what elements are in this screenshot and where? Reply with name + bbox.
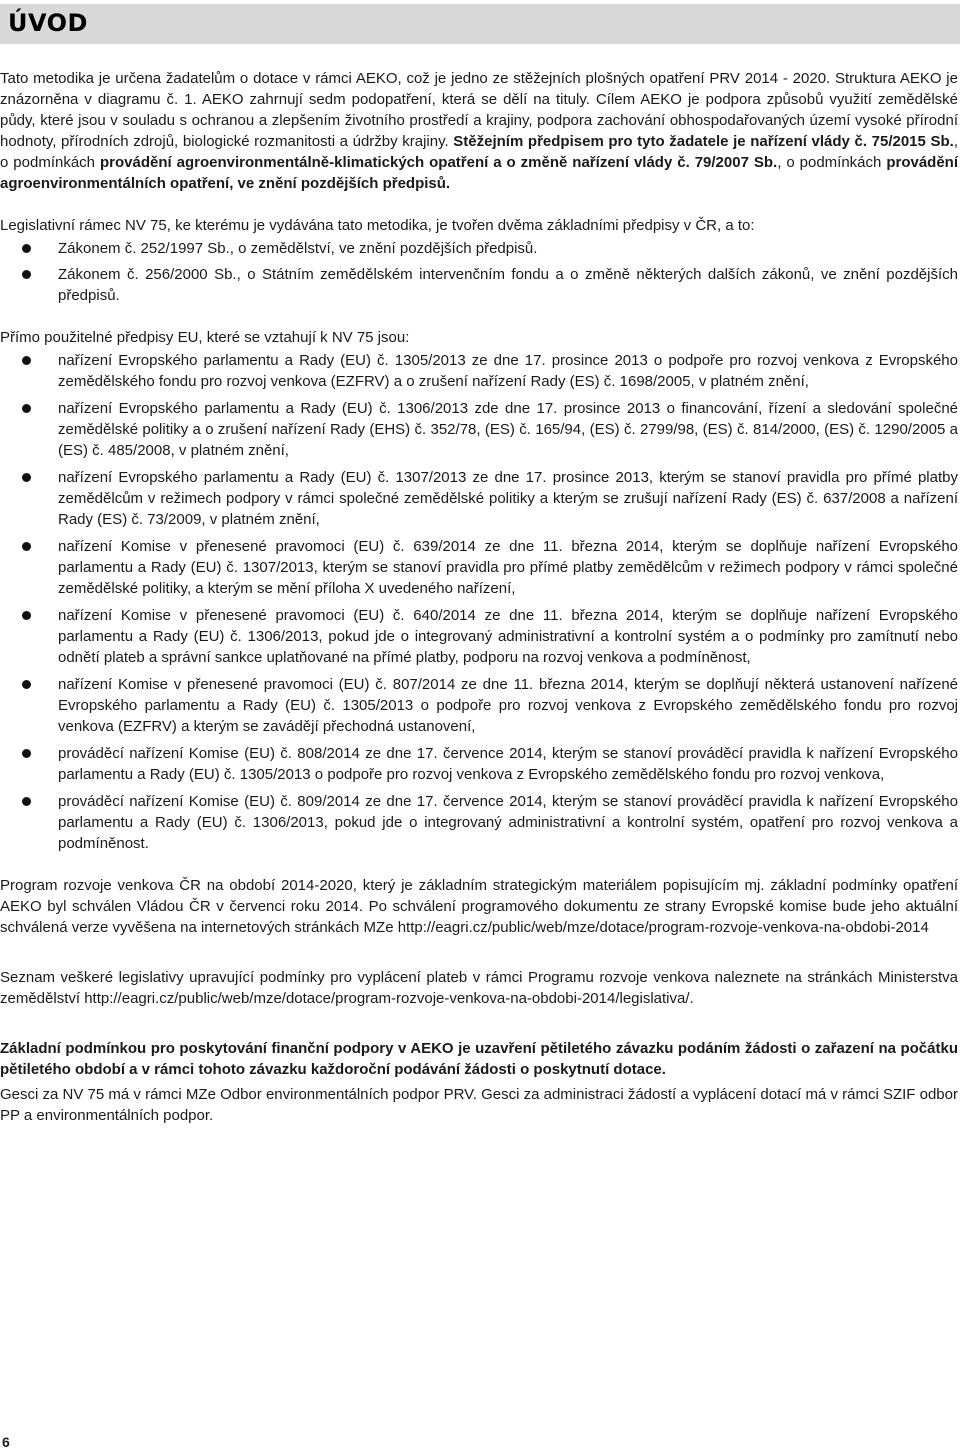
intro-paragraph (0, 68, 958, 194)
bullet-icon (22, 749, 31, 758)
list-item-text: prováděcí nařízení Komise (EU) č. 809/2014 ze dne 17. července 2014, kterým se stanoví prováděcí pravidla k nařízení Evropského parlamentu a Rady (EU) č. 1306/2013, pokud jde o integrovaný administrativní a kontrolní systém, opatření pro rozvoj venkova a podmíněnost. (58, 793, 958, 852)
list-item-text: Zákonem č. 252/1997 Sb., o zemědělství, ve znění pozdějších předpisů. (58, 240, 538, 257)
list-item (0, 350, 958, 392)
bullet-icon (22, 404, 31, 413)
bullet-icon (22, 797, 31, 806)
list-item (0, 605, 958, 668)
eu-intro: Přímo použitelné předpisy EU, které se vztahují k NV 75 jsou: (0, 329, 410, 346)
legislation-list-paragraph: Seznam veškeré legislativy upravující podmínky pro vyplácení plateb v rámci Programu rozvoje venkova naleznete na stránkách Ministerstva zemědělství http://eagri.cz/public/web/mze/dotace/program-rozvoje-venkova-na-obdobi-2014/legislativa/. (0, 969, 958, 1007)
intro-bold-1: Stěžejním předpisem pro tyto žadatele je nařízení vlády č. 75/2015 Sb. (453, 133, 954, 150)
legislative-list (0, 238, 958, 306)
intro-text-1: Tato metodika je určena žadatelům o dotace v rámci AEKO, což je jedno ze stěžejních plošných opatření PRV 2014 - 2020. Struktura AEKO je znázorněna v diagramu č. 1. AEKO zahrnují sedm podopatření, která se dělí na tituly. Cílem AEKO je podpora způsobů využití zemědělské půdy, které jsou v souladu s ochranou a zlepšením životního prostředí a krajiny, podpora zachování obhospodařovaných území vysoké přírodní hodnoty, přírodních zdrojů, biologické rozmanitosti a údržby krajiny. (0, 70, 958, 150)
list-item (0, 398, 958, 461)
list-item (0, 264, 958, 306)
basic-condition-paragraph: Základní podmínkou pro poskytování finanční podpory v AEKO je uzavření pětiletého závazku podáním žádosti o zařazení na počátku pětiletého období a v rámci tohoto závazku každoroční podávání žádosti o poskytnutí dotace. (0, 1040, 958, 1078)
list-item (0, 238, 958, 259)
section-header-bar (0, 4, 960, 44)
list-item-text: nařízení Komise v přenesené pravomoci (EU) č. 640/2014 ze dne 11. března 2014, kterým se doplňuje nařízení Evropského parlamentu a Rady (EU) č. 1306/2013, pokud jde o integrovaný administrativní a kontrolní systém a o podmínky pro zamítnutí nebo odnětí plateb a správní sankce uplatňované na přímé platby, podporu na rozvoj venkova a podmíněnost, (58, 607, 958, 666)
list-item-text: nařízení Komise v přenesené pravomoci (EU) č. 639/2014 ze dne 11. března 2014, kterým se doplňuje nařízení Evropského parlamentu a Rady (EU) č. 1307/2013, kterým se stanoví pravidla pro přímé platby zemědělcům v režimech podpory v rámci společné zemědělské politiky, a kterým se mění příloha X uvedeného nařízení, (58, 538, 958, 597)
intro-bold-3: provádění agroenvironmentálních opatření, ve znění pozdějších předpisů. (0, 154, 958, 192)
bullet-icon (22, 611, 31, 620)
list-item-text: nařízení Evropského parlamentu a Rady (EU) č. 1305/2013 ze dne 17. prosince 2013 o podpoře pro rozvoj venkova z Evropského zemědělského fondu pro rozvoj venkova (EZFRV) a o zrušení nařízení Rady (ES) č. 1698/2005, v platném znění, (58, 352, 958, 390)
list-item-text: nařízení Evropského parlamentu a Rady (EU) č. 1307/2013 ze dne 17. prosince 2013, kterým se stanoví pravidla pro přímé platby zemědělcům v režimech podpory v rámci společné zemědělské politiky a kterým se zrušují nařízení Rady (ES) č. 637/2008 a nařízení Rady (ES) č. 73/2009, v platném znění, (58, 469, 958, 528)
list-item (0, 467, 958, 530)
list-item (0, 743, 958, 785)
page-number: 6 (2, 1434, 10, 1450)
responsibility-paragraph: Gesci za NV 75 má v rámci MZe Odbor environmentálních podpor PRV. Gesci za administraci žádostí a vyplácení dotací má v rámci SZIF odbor PP a environmentálních podpor. (0, 1086, 958, 1124)
eu-regulation-list (0, 350, 958, 854)
list-item (0, 536, 958, 599)
list-item-text: Zákonem č. 256/2000 Sb., o Státním zemědělském intervenčním fondu a o změně některých dalších zákonů, ve znění pozdějších předpisů. (58, 266, 958, 304)
bullet-icon (22, 270, 31, 279)
bullet-icon (22, 680, 31, 689)
intro-text-3: , o podmínkách (777, 154, 887, 171)
program-paragraph: Program rozvoje venkova ČR na období 2014-2020, který je základním strategickým materiálem popisujícím mj. základní podmínky opatření AEKO byl schválen Vládou ČR v červenci roku 2014. Po schválení programového dokumentu ze strany Evropské komise bude jeho aktuální schválená verze vyvěšena na internetových stránkách MZe http://eagri.cz/public/web/mze/dotace/program-rozvoje-venkova-na-obdobi-2014 (0, 877, 958, 936)
bullet-icon (22, 473, 31, 482)
bullet-icon (22, 542, 31, 551)
list-item-text: prováděcí nařízení Komise (EU) č. 808/2014 ze dne 17. července 2014, kterým se stanoví prováděcí pravidla k nařízení Evropského parlamentu a Rady (EU) č. 1305/2013 o podpoře pro rozvoj venkova z Evropského zemědělského fondu pro rozvoj venkova, (58, 745, 958, 783)
list-item-text: nařízení Evropského parlamentu a Rady (EU) č. 1306/2013 zde dne 17. prosince 2013 o financování, řízení a sledování společné zemědělské politiky a o zrušení nařízení Rady (EHS) č. 352/78, (ES) č. 165/94, (ES) č. 2799/98, (ES) č. 814/2000, (ES) č. 1290/2005 a (ES) č. 485/2008, v platném znění, (58, 400, 958, 459)
list-item-text: nařízení Komise v přenesené pravomoci (EU) č. 807/2014 ze dne 11. března 2014, kterým se doplňují některá ustanovení nařízené Evropského parlamentu a Rady (EU) č. 1305/2013 o podpoře pro rozvoj venkova z Evropského zemědělského fondu pro rozvoj venkova (EZFRV) a kterým se zavádějí přechodná ustanovení, (58, 676, 958, 735)
bullet-icon (22, 244, 31, 253)
intro-bold-2: provádění agroenvironmentálně-klimatických opatření a o změně nařízení vlády č. 79/2007 Sb. (99, 154, 778, 171)
section-title: ÚVOD (8, 9, 88, 37)
bullet-icon (22, 356, 31, 365)
list-item (0, 674, 958, 737)
intro-text-2: , o podmínkách (0, 133, 958, 171)
legislative-intro: Legislativní rámec NV 75, ke kterému je vydávána tato metodika, je tvořen dvěma základními předpisy v ČR, a to: (0, 217, 755, 234)
document-body (0, 68, 958, 1126)
list-item (0, 791, 958, 854)
